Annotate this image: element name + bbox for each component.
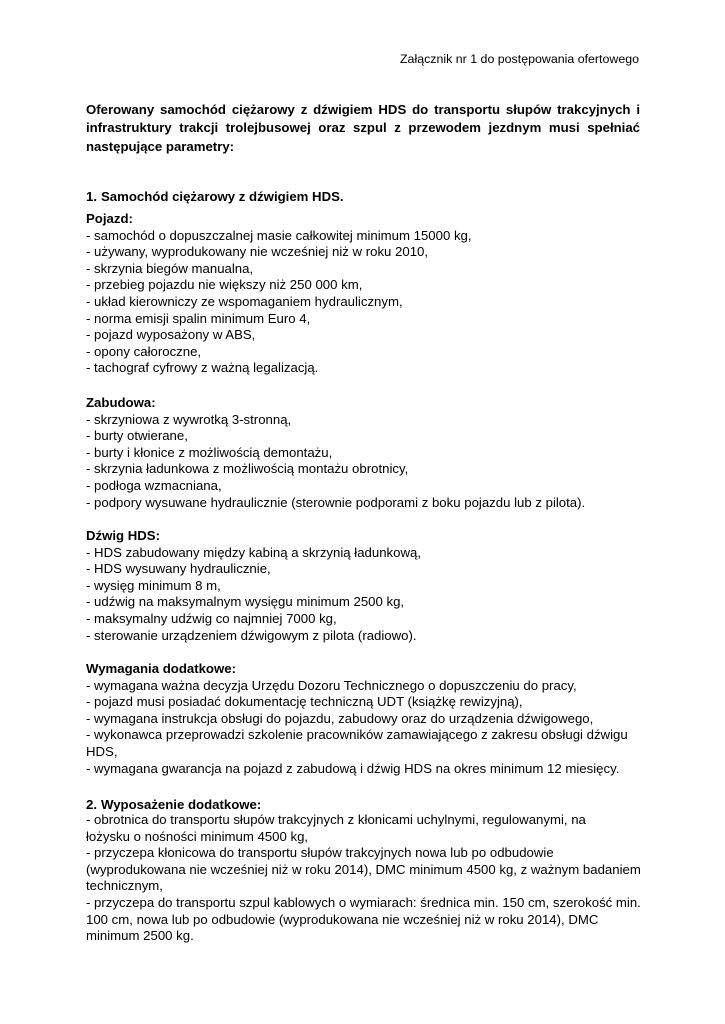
list-item: - obrotnica do transportu słupów trakcyjnych z kłonicami uchylnymi, regulowanymi, na łożysku o nośności minimum 4500 kg,: [86, 812, 586, 844]
list-item: - skrzynia biegów manualna,: [86, 260, 254, 276]
list-item: - przyczepa do transportu szpul kablowych o wymiarach: średnica min. 150 cm, szerokość min. 100 cm, nowa lub po odbudowie (wyprodukowana nie wcześniej niż w roku 2014), DMC minimum 2500 kg.: [86, 894, 641, 944]
pojazd-block: [86, 211, 646, 377]
list-item: - podpory wysuwane hydraulicznie (sterownie podporami z boku pojazdu lub z pilota).: [86, 494, 586, 510]
section-2-title-text: Wyposażenie dodatkowe:: [101, 797, 262, 812]
zabudowa-block: [86, 395, 646, 511]
list-item: - skrzynia ładunkowa z możliwością montażu obrotnicy,: [86, 461, 409, 477]
list-item: - norma emisji spalin minimum Euro 4,: [86, 310, 311, 326]
list-item: - samochód o dopuszczalnej masie całkowitej minimum 15000 kg,: [86, 227, 472, 243]
list-item: - układ kierowniczy ze wspomaganiem hydraulicznym,: [86, 293, 403, 309]
list-item: - sterowanie urządzeniem dźwigowym z pilota (radiowo).: [86, 627, 417, 643]
list-item: - wymagana instrukcja obsługi do pojazdu, zabudowy oraz do urządzenia dźwigowego,: [86, 710, 594, 726]
list-item: - opony całoroczne,: [86, 343, 202, 359]
annex-label: Załącznik nr 1 do postępowania ofertowego: [399, 52, 639, 66]
list-item: - skrzyniowa z wywrotką 3-stronną,: [86, 411, 292, 427]
intro-paragraph: Oferowany samochód ciężarowy z dźwigiem HDS do transportu słupów trakcyjnych i infrastruktury trakcji trolejbusowej oraz szpul z przewodem jezdnym musi spełniać następujące parametry:: [86, 102, 640, 154]
list-item: - wysięg minimum 8 m,: [86, 577, 221, 593]
wymagania-block: [86, 661, 642, 777]
list-item: - HDS wysuwany hydraulicznie,: [86, 561, 271, 577]
list-item: - HDS zabudowany między kabiną a skrzynią ładunkową,: [86, 544, 421, 560]
section-1-title: [86, 188, 344, 205]
wyposazenie-block: [86, 812, 642, 945]
section-1-title-text: Samochód ciężarowy z dźwigiem HDS.: [101, 189, 344, 204]
dzwig-block: [86, 528, 646, 644]
list-item: - burty i kłonice z możliwością demontażu,: [86, 444, 333, 460]
list-item: - wymagana ważna decyzja Urzędu Dozoru Technicznego o dopuszczeniu do pracy,: [86, 677, 577, 693]
list-item: - wymagana gwarancja na pojazd z zabudową i dźwig HDS na okres minimum 12 miesięcy.: [86, 760, 620, 776]
wymagania-heading: Wymagania dodatkowe:: [86, 661, 236, 676]
list-item: - pojazd wyposażony w ABS,: [86, 327, 256, 343]
list-item: - maksymalny udźwig co najmniej 7000 kg,: [86, 610, 337, 626]
list-item: - przebieg pojazdu nie większy niż 250 000 km,: [86, 277, 363, 293]
list-item: - przyczepa kłonicowa do transportu słupów trakcyjnych nowa lub po odbudowie (wyprodukowana nie wcześniej niż w roku 2014), DMC minimum 4500 kg, z ważnym badaniem technicznym,: [86, 845, 641, 894]
pojazd-heading: Pojazd:: [86, 211, 133, 226]
list-item: - pojazd musi posiadać dokumentację techniczną UDT (książkę rewizyjną),: [86, 694, 523, 710]
list-item: - tachograf cyfrowy z ważną legalizacją.: [86, 360, 319, 376]
dzwig-heading: Dźwig HDS:: [86, 528, 160, 543]
list-item: - burty otwierane,: [86, 428, 188, 444]
zabudowa-heading: Zabudowa:: [86, 395, 156, 410]
list-item: - podłoga wzmacniana,: [86, 477, 222, 493]
section-2-number: 2.: [86, 797, 97, 812]
list-item: - udźwig na maksymalnym wysięgu minimum 2500 kg,: [86, 594, 405, 610]
list-item: - używany, wyprodukowany nie wcześniej niż w roku 2010,: [86, 244, 429, 260]
section-1-number: 1.: [86, 189, 97, 204]
list-item: - wykonawca przeprowadzi szkolenie pracowników zamawiającego z zakresu obsługi dźwigu HDS,: [86, 727, 628, 759]
section-2-title: [86, 796, 261, 813]
